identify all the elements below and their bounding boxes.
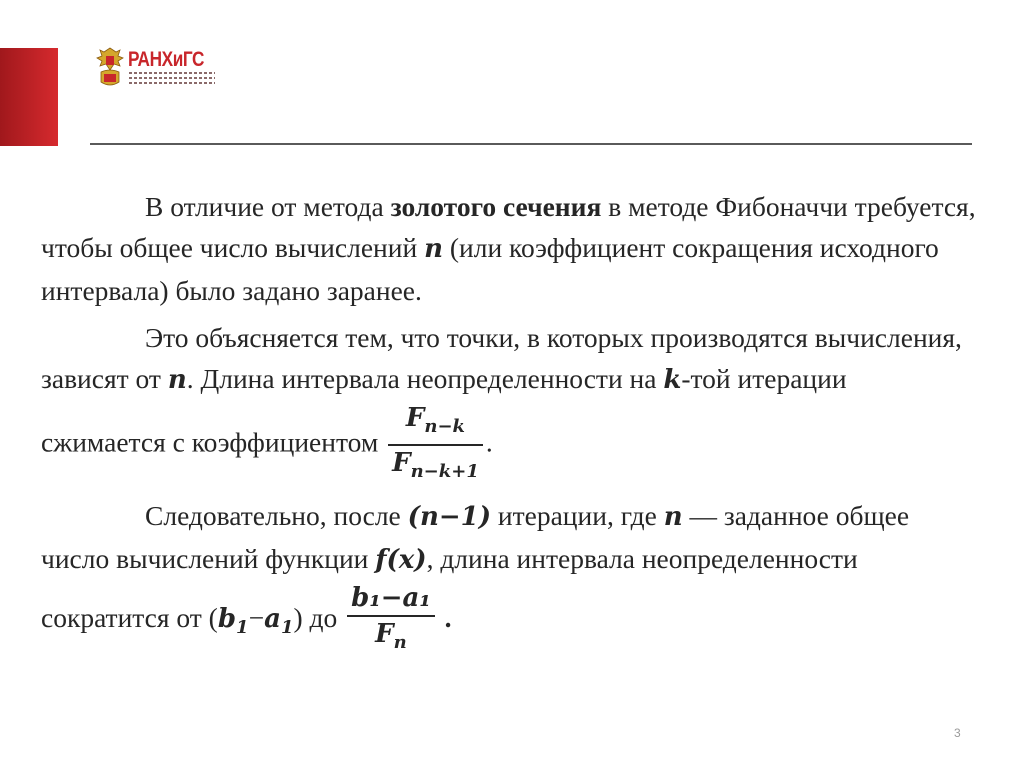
math-a1: $a_1$ [264,604,294,639]
math-var-n: n [424,234,443,264]
fraction-denominator: $F_n$ [375,619,407,654]
math-b1: $b_1$ [217,604,249,639]
logo-subtitle-lines [129,72,215,87]
paragraph-2: Это объясняется тем, что точки, в которых производятся вычисления, зависят от n. Длина интервала неопределенности на k-той итерации сжимается с коэффициентом $\frac{F_{n-k}}{F_{n-k+1}}$ . [41,317,976,489]
eagle-emblem-icon [94,44,126,90]
header-divider [90,143,972,145]
page-number: 3 [954,726,961,740]
math-expr-n-minus-1: (n−1) [407,502,492,533]
fraction-final-length [347,581,435,660]
math-var-k: k [663,365,682,395]
logo-text: РАНХиГС [128,48,205,71]
fraction-numerator: $F_{n-k}$ [388,401,483,446]
fraction-coefficient [388,401,483,489]
ranepa-logo [94,42,234,94]
paragraph-3: Следовательно, после (n−1) итерации, где n — заданное общее число вычислений функции f(x), длина интервала неопределенности сократится от $(b_1-a_1)$ до $\frac{\text{b₁−a₁}}{F_n}$ . [41,495,976,660]
fraction-denominator: $F_{n-k+1}$ [392,448,479,483]
math-var-n: n [663,502,683,533]
red-accent-bar [0,48,58,146]
fraction-numerator: b₁−a₁ [347,581,435,617]
paragraph-1: В отличие от метода золотого сечения в методе Фибоначчи требуется, чтобы общее число вычислений n (или коэффициент сокращения исходного интервала) было задано заранее. [41,191,976,306]
bold-term: золотого сечения [390,191,602,222]
slide-body [41,186,976,667]
math-var-n: n [167,365,187,395]
math-func-fx: f(x) [375,545,427,576]
